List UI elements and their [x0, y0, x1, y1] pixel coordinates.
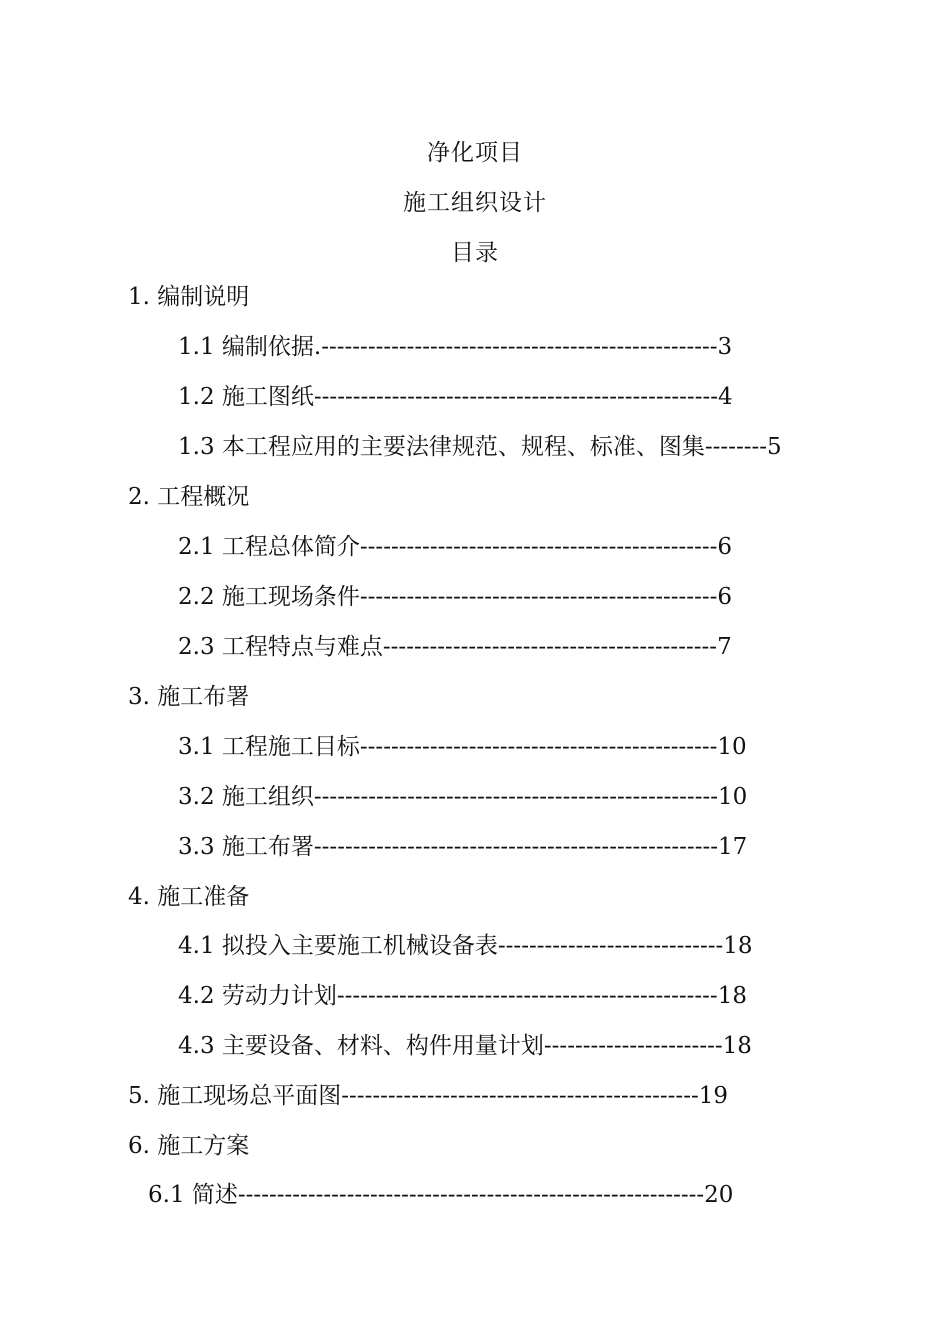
- toc-item-2-3: 2.3 工程特点与难点-------------------------------------------7: [178, 634, 732, 660]
- toc-section-3: 3. 施工布署: [128, 684, 250, 710]
- toc-section-4: 4. 施工准备: [128, 884, 250, 910]
- document-title: 施工组织设计: [403, 190, 547, 216]
- toc-item-1-3: 1.3 本工程应用的主要法律规范、规程、标准、图集--------5: [178, 434, 782, 460]
- project-title: 净化项目: [427, 140, 523, 166]
- toc-section-2: 2. 工程概况: [128, 484, 250, 510]
- toc-item-3-3: 3.3 施工布署----------------------------------------------------17: [178, 834, 748, 860]
- toc-heading: 目录: [451, 240, 499, 266]
- toc-item-1-2: 1.2 施工图纸----------------------------------------------------4: [178, 384, 733, 410]
- toc-item-3-2: 3.2 施工组织----------------------------------------------------10: [178, 784, 748, 810]
- toc-item-2-2: 2.2 施工现场条件----------------------------------------------6: [178, 584, 733, 610]
- toc-item-4-3: 4.3 主要设备、材料、构件用量计划-----------------------18: [178, 1033, 752, 1059]
- toc-item-1-1: 1.1 编制依据.---------------------------------------------------3: [178, 334, 733, 360]
- toc-section-6: 6. 施工方案: [128, 1133, 250, 1159]
- toc-section-1: 1. 编制说明: [128, 284, 250, 310]
- toc-item-4-1: 4.1 拟投入主要施工机械设备表-----------------------------18: [178, 933, 753, 959]
- toc-section-5: 5. 施工现场总平面图----------------------------------------------19: [128, 1083, 729, 1109]
- toc-item-6-1: 6.1 简述------------------------------------------------------------20: [148, 1182, 734, 1208]
- toc-item-3-1: 3.1 工程施工目标----------------------------------------------10: [178, 734, 747, 760]
- toc-item-4-2: 4.2 劳动力计划-------------------------------------------------18: [178, 983, 747, 1009]
- toc-item-2-1: 2.1 工程总体简介----------------------------------------------6: [178, 534, 733, 560]
